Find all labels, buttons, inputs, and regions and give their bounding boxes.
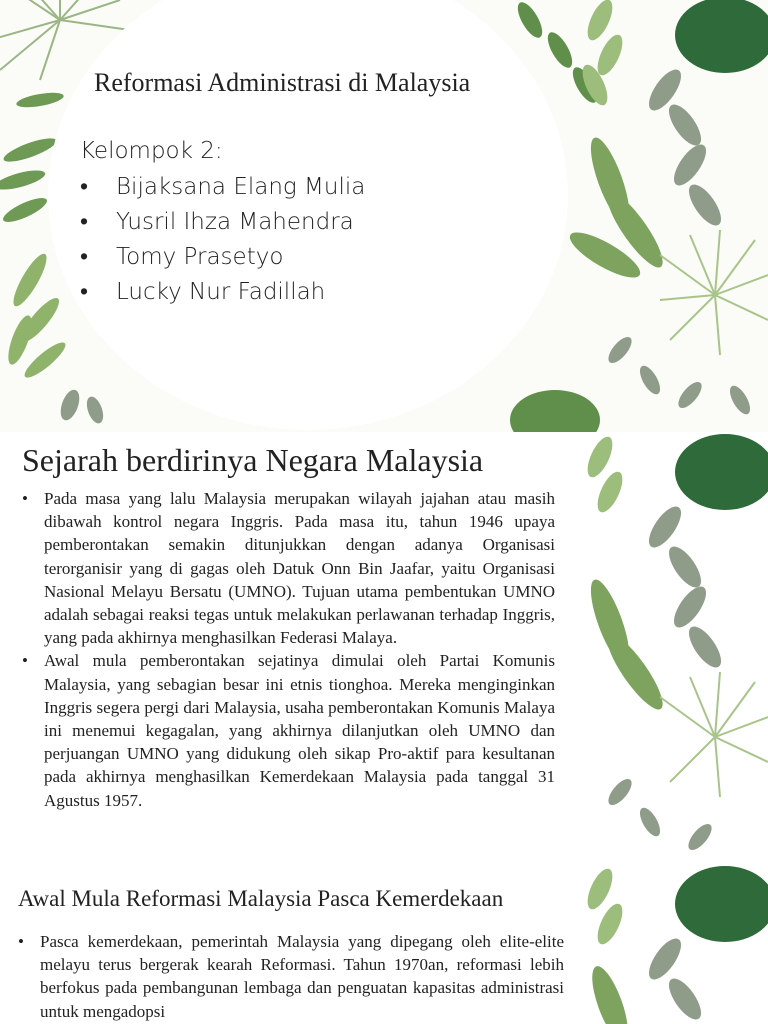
group-label: Kelompok 2: [80,138,223,164]
fern-icon [643,502,727,673]
group-members [80,138,365,310]
bullet-paragraph: • Awal mula pemberontakan sejatinya dimulai oleh Partai Komunis Malaysia, yang sebagian besar ini etnis tionghoa. Mereka menginginkan Inggris segera pergi dari Malaysia, usaha pemberontakan Komunis Malaya ini menemui kegagalan, yang akhirnya dilanjutkan oleh UMNO dan perjuangan UMNO yang didukung oleh sikap Pro-aktif para kesultanan pada akhirnya menghasilkan Kemerdekaan Malaysia pada tanggal 31 Agustus 1957. [22,649,555,811]
fern-icon [643,934,707,1024]
palm-leaf-icon [660,230,768,355]
member-name: Lucky Nur Fadillah [116,279,326,305]
monstera-leaf-icon [675,0,768,73]
twig-icon [57,387,106,425]
member-name: Bijaksana Elang Mulia [116,174,366,200]
slide-heading: Sejarah berdirinya Negara Malaysia [22,442,484,478]
twig-icon [604,775,715,854]
fern-icon [583,433,628,515]
monstera-leaf-icon [510,390,600,432]
palm-leaf-icon [585,962,635,1024]
fern-icon [643,65,727,231]
slide-heading: Awal Mula Reformasi Malaysia Pasca Kemerdekaan [18,886,504,911]
twig-icon [604,333,754,417]
presentation-title: Reformasi Administrasi di Malaysia [94,68,471,97]
fern-icon [583,865,628,947]
monstera-leaf-icon [675,866,768,942]
palm-leaf-icon [564,134,670,286]
member-name: Yusril Ihza Mahendra [116,209,354,235]
bullet-paragraph: • Pasca kemerdekaan, pemerintah Malaysia yang dipegang oleh elite-elite melayu terus bergerak kearah Reformasi. Tahun 1970an, reformasi lebih berfokus pada pembangunan lembaga dan penguatan kapasitas administrasi untuk mengadopsi [18,930,564,1023]
member-item: • Bijaksana Elang Mulia [80,174,366,200]
slide-history [0,432,768,864]
slide-reform [0,864,768,1024]
monstera-leaf-icon [675,434,768,510]
fern-icon [4,250,70,382]
member-item: • Tomy Prasetyo [80,244,284,270]
member-name: Tomy Prasetyo [116,244,284,270]
palm-leaf-icon [660,672,768,797]
member-item: • Yusril Ihza Mahendra [80,209,354,235]
bullet-list [18,930,564,1023]
slide-title [0,0,768,432]
member-item: • Lucky Nur Fadillah [80,279,326,305]
bullet-list [22,487,555,812]
palm-leaf-icon [583,576,670,716]
bullet-paragraph: • Pada masa yang lalu Malaysia merupakan wilayah jajahan atau masih dibawah kontrol negara Inggris. Pada masa itu, tahun 1946 upaya pemberontakan semakin ditunjukkan dengan adanya Organisasi terorganisir yang di gagas oleh Datuk Onn Bin Jaafar, yaitu Organisasi Nasional Melayu Bersatu (UMNO). Tujuan utama pembentukan UMNO adalah sebagai reaksi tegas untuk melakukan perlawanan terhadap Inggris, yang pada akhirnya menghasilkan Federasi Malaya. [22,487,555,649]
